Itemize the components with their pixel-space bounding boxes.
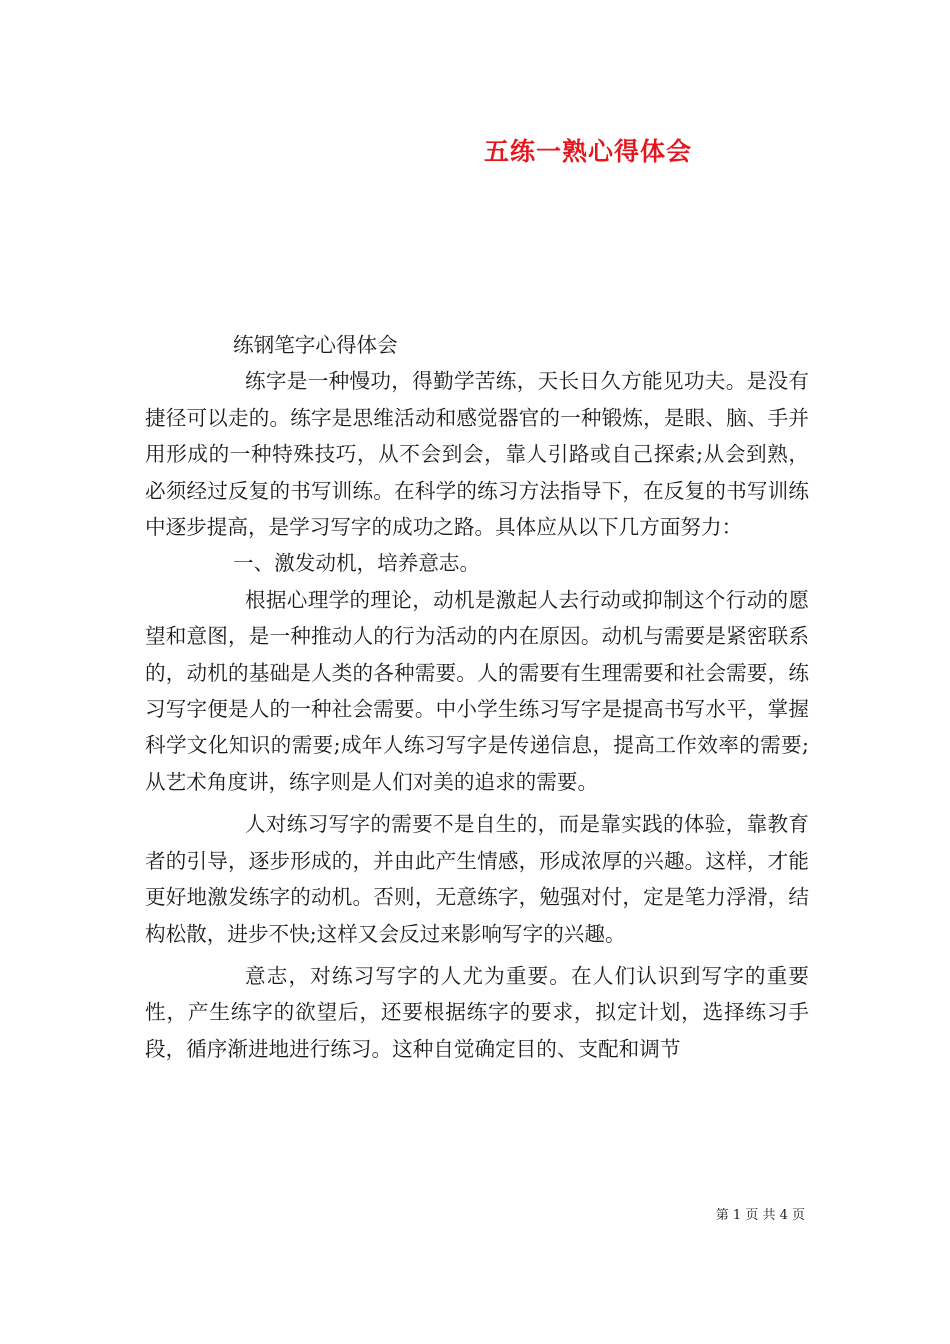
document-body — [145, 327, 809, 1067]
paragraph-intro: 练字是一种慢功，得勤学苦练，天长日久方能见功夫。是没有捷径可以走的。练字是思维活动和感觉器官的一种锻炼，是眼、脑、手并用形成的一种特殊技巧，从不会到会，靠人引路或自己探索;从会到熟，必须经过反复的书写训练。在科学的练习方法指导下，在反复的书写训练中逐步提高，是学习写字的成功之路。具体应从以下几方面努力： — [145, 369, 809, 540]
document-title: 五练一熟心得体会 — [483, 137, 692, 166]
paragraph-will: 意志，对练习写字的人尤为重要。在人们认识到写字的重要性，产生练字的欲望后，还要根据练字的要求，拟定计划，选择练习手段，循序渐进地进行练习。这种自觉确定目的、支配和调节 — [145, 963, 809, 1061]
paragraph-motivation: 根据心理学的理论，动机是激起人去行动或抑制这个行动的愿望和意图，是一种推动人的行为活动的内在原因。动机与需要是紧密联系的，动机的基础是人类的各种需要。人的需要有生理需要和社会需要，练习写字便是人的一种社会需要。中小学生练习写字是提高书写水平，掌握科学文化知识的需要;成年人练习写字是传递信息，提高工作效率的需要;从艺术角度讲，练字则是人们对美的追求的需要。 — [145, 587, 809, 794]
paragraph-interest: 人对练习写字的需要不是自生的，而是靠实践的体验，靠教育者的引导，逐步形成的，并由此产生情感，形成浓厚的兴趣。这样，才能更好地激发练字的动机。否则，无意练字，勉强对付，定是笔力浮滑，结构松散，进步不快;这样又会反过来影响写字的兴趣。 — [145, 812, 809, 946]
page-number: 第 1 页 共 4 页 — [715, 1208, 805, 1223]
section-heading-1: 一、激发动机，培养意志。 — [233, 551, 481, 576]
subtitle: 练钢笔字心得体会 — [233, 333, 398, 357]
